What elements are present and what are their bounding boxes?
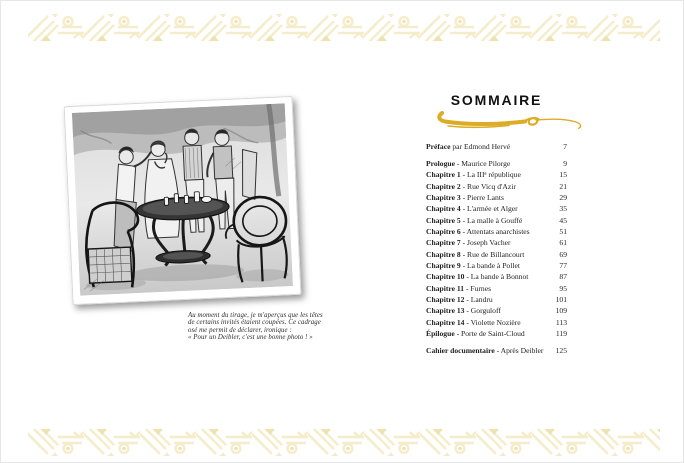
toc-entry-title: - Landru [464,294,493,304]
toc-entry-label [426,181,516,192]
toc-entry[interactable] [426,158,567,169]
toc-entry-lead: Chapitre 5 [426,215,461,225]
toc-entry-page: 9 [563,158,567,168]
toc-entry-page: 113 [555,317,567,327]
toc-entry-title: - L'armée et Alger [460,204,518,214]
toc-entry-page: 87 [559,272,567,282]
toc-entry-page: 69 [559,249,567,259]
toc-entry-label [426,260,520,271]
toc-entry-title: - Porte de Saint-Cloud [454,329,525,338]
caption-line: « Pour un Deibler, c'est une bonne photo ! » [188,333,313,341]
toc-entry-lead: Chapitre 10 [426,272,465,282]
toc-entry-page: 101 [555,294,567,304]
toc-entry-label [426,345,543,356]
toc-entry-page: 95 [559,283,567,293]
toc-entry-page: 15 [559,170,567,180]
caption-line: Au moment du tirage, je m'aperçus que les têtes [188,312,323,319]
toc-entry-label [426,317,521,328]
toc-entry[interactable] [426,283,567,294]
toc-entry-lead: Cahier documentaire [426,345,495,355]
toc-entry-title: - Après Deibler [494,345,544,355]
toc-entry-page: 21 [559,181,567,191]
toc-entry[interactable] [426,345,567,356]
toc-entry-page: 35 [559,204,567,214]
toc-entry-title: - Pierre Lants [460,192,504,202]
toc-entry-lead: Chapitre 3 [426,192,461,202]
toc-entry[interactable] [426,215,567,226]
toc-entry-page: 29 [559,192,567,202]
caption-line: de certains invités étaient coupées. Ce cadrage [188,319,321,327]
toc-entry-title: - Joseph Vacher [460,238,511,248]
toc-entry[interactable] [426,192,567,203]
toc-entry-label [426,203,518,214]
toc-entry[interactable] [426,203,567,214]
toc-entry-lead: Chapitre 6 [426,226,461,236]
toc-entry-title: - La bande à Bonnot [464,272,529,282]
photo-frame [64,96,302,305]
bottom-ornament-border [28,429,660,456]
toc-entry[interactable] [426,141,567,152]
toc-entry-label [426,237,511,248]
toc-entry-title: - La malle à Gouffé [460,215,523,225]
photo-caption [188,312,348,341]
toc-entry-lead: Chapitre 13 [426,306,465,316]
toc-entry[interactable] [426,260,567,271]
toc-list [426,141,567,356]
toc-entry-lead: Chapitre 12 [426,294,465,304]
toc-entry-title: - La IIIᵉ république [460,170,521,180]
toc-entry-label [426,215,522,226]
toc-entry-label [426,192,504,203]
toc-entry-title: - Violette Nozière [464,317,521,327]
toc-entry-page: 7 [563,142,567,151]
toc-entry[interactable] [426,169,567,180]
toc-entry[interactable] [426,294,567,305]
toc-entry-lead: Prologue [426,158,455,168]
toc-entry-lead: Chapitre 1 [426,170,461,180]
toc-entry-lead: Chapitre 4 [426,204,461,214]
toc-entry-title: - Furnes [464,283,492,293]
toc-entry[interactable] [426,249,567,260]
garden-party-sketch-illustration [72,103,293,295]
sommaire-title: SOMMAIRE [450,92,543,108]
toc-entry-lead: Chapitre 7 [426,238,461,248]
toc-entry-label [426,305,501,316]
toc-entry[interactable] [426,305,567,316]
toc-entry-title: - Maurice Pilorge [454,158,511,168]
toc-entry-label [426,169,521,180]
toc-entry-title: - Attentats anarchistes [460,226,530,236]
toc-entry-title: - Rue de Billancourt [460,249,525,259]
toc-entry-lead: Chapitre 8 [426,249,461,259]
toc-entry-label [426,249,524,260]
toc-entry-label [426,283,491,294]
toc-entry-page: 45 [559,215,567,225]
toc-entry-page: 51 [559,226,567,236]
toc-entry-title: par Edmond Hervé [450,142,511,151]
toc-entry-page: 77 [559,260,567,270]
toc-entry-lead: Épilogue [426,329,455,338]
toc-entry-label [426,158,510,169]
toc-entry[interactable] [426,181,567,192]
toc-entry-label [426,141,510,152]
toc-entry-title: - La bande à Pollet [460,260,520,270]
toc-entry-label [426,271,528,282]
toc-entry[interactable] [426,237,567,248]
toc-entry-lead: Chapitre 14 [426,317,465,327]
toc-entry-page: 61 [559,238,567,248]
toc-entry-label [426,328,525,339]
toc-entry-title: - Rue Vicq d'Azir [460,181,516,191]
toc-entry-lead: Chapitre 9 [426,260,461,270]
caption-line: osé me permit de déclarer, ironique : [188,326,292,334]
toc-entry[interactable] [426,317,567,328]
toc-entry-lead: Chapitre 2 [426,181,461,191]
toc-entry-page: 109 [555,306,567,316]
toc-entry-page: 125 [555,345,567,355]
toc-entry-title: - Gorguloff [464,306,501,316]
toc-entry-label [426,226,530,237]
toc-entry-label [426,294,493,305]
toc-entry-lead: Préface [426,142,451,151]
toc-entry-lead: Chapitre 11 [426,283,465,293]
toc-entry[interactable] [426,226,567,237]
top-ornament-border [28,14,660,41]
toc-entry[interactable] [426,271,567,282]
title-flourish [435,107,589,131]
toc-entry-page: 119 [555,329,567,338]
toc-entry[interactable] [426,328,567,339]
